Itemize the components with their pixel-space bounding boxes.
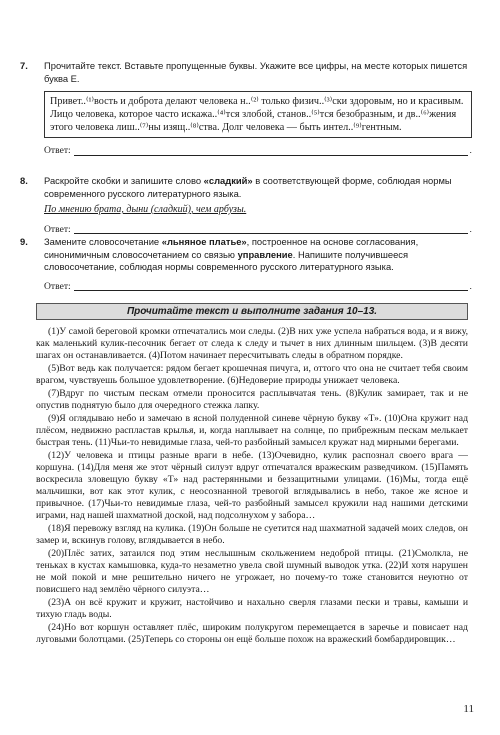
reading-text (36, 326, 468, 647)
task-instruction: Раскройте скобки и запишите слово «сладкий» в соответствующей форме, соблюдая нормы современного русского литературного языка. (44, 175, 452, 199)
answer-label: Ответ: (44, 280, 71, 292)
task-number: 7. (20, 60, 28, 71)
text-paragraph: (7)Вдруг по чистым пескам отмели проносится расплывчатая тень. (8)Кулик замирает, так и не опустив поднятую было для очередного стежка лапку. (36, 387, 468, 411)
answer-line[interactable]: Ответ: . (44, 223, 472, 235)
answer-label: Ответ: (44, 145, 71, 156)
text-paragraph: (23)А он всё кружит и кружит, настойчиво и нахально сверля глазами пески и травы, камыши и тихую гладь воды. (36, 596, 468, 621)
keyword: «льняное платье» (161, 236, 247, 247)
task-instruction: Прочитайте текст. Вставьте пропущенные буквы. Укажите все цифры, на месте которых пишется буква Е. (44, 60, 468, 84)
example-sentence: По мнению брата, дыни (сладкий), чем арбузы. (44, 204, 247, 215)
answer-line[interactable]: Ответ: . (44, 280, 472, 292)
answer-field[interactable] (74, 155, 469, 156)
keyword: управление (237, 248, 293, 260)
task-7 (20, 60, 472, 158)
task-number: 8. (20, 175, 28, 186)
text-paragraph: (18)Я перевожу взгляд на кулика. (19)Он больше не суетится над шахматной задачей моих следов, он замер и, вскинув голову, вглядывается в небо. (36, 523, 468, 547)
task-8 (20, 175, 472, 236)
text-paragraph: (1)У самой береговой кромки отпечатались мои следы. (2)В них уже успела набраться вода, и я вижу, как маленький кулик-песочник бегает от следа к следу и тычет в них длинным шильцем. (3)В десяти шагах он останавливается. (4)Потом начинает пересчитывать следы в обратном порядке. (36, 326, 468, 362)
answer-field[interactable] (74, 233, 469, 234)
task-number: 9. (20, 236, 28, 247)
text-paragraph: (12)У человека и птицы разные враги в небе. (13)Очевидно, кулик распознал своего врага — коршуна. (14)Для меня же этот чёрный силуэт вдруг отпечатался вражеским разведчиком. (15)Память воскресила зловещую букву «Т» над растерянными и беззащитными улицами. (16)Мы, тогда ещё мальчишки, вот как этот кулик, с неосознанной тревогой вглядывались в небо, такое же ясное и привычное. (17)Чьи-то невидимые глаза, чей-то разбойный замысел кружили над нашими детскими играми, над нашей шахматной доской, над подсолнухом у забора… (36, 449, 468, 522)
text-paragraph: (5)Вот ведь как получается: рядом бегает крошечная пичуга, и, оттого что она не считает тебя своим врагом, чувствуешь большое удовлетворение. (6)Недоверие природы унижает человека. (36, 362, 468, 387)
task-9 (20, 236, 472, 293)
section-banner: Прочитайте текст и выполните задания 10–13. (36, 303, 468, 320)
page-number: 11 (463, 703, 474, 715)
answer-line[interactable]: Ответ: . (44, 145, 472, 156)
answer-field[interactable] (74, 290, 469, 291)
text-paragraph: (9)Я оглядываю небо и замечаю в ясной полуденной синеве чёрную букву «Т». (10)Она кружит над плёсом, недвижно распластав крылья, и, когда наплывает на солнце, по прибрежным пескам мелькает быстрая тень. (11)Чьи-то невидимые глаза, чей-то разбойный замысел кружат над мирными берегами. (36, 412, 468, 448)
task-instruction: Замените словосочетание «льняное платье», построенное на основе согласования, синонимичным словосочетанием со связью управление. Напишите получившееся словосочетание, соблюдая нормы современного русского литературного языка. (44, 236, 419, 272)
keyword: «сладкий» (203, 175, 253, 186)
text-paragraph: (24)Но вот коршун оставляет плёс, широким полукругом перемещается в заречье и повисает над луговыми болотцами. (25)Теперь со стороны он ещё больше похож на вражеский бомбардировщик… (36, 621, 468, 645)
text-paragraph: (20)Плёс затих, затаился под этим неслышным скольжением недоброй птицы. (21)Смолкла, не теньках в кустах камышовка, куда-то незаметно увела свой шумный выводок утка. (22)И хотя нарушен не мой покой и мне решительно ничего не угрожает, но почему-то тоже становится неуютно от повисшего над землёю чёрного силуэта… (36, 547, 468, 596)
answer-label: Ответ: (44, 223, 71, 235)
text-box: Привет..⁽¹⁾вость и доброта делают человека н..⁽²⁾ только физич..⁽³⁾ски здоровым, но и красивым. Лицо человека, которое часто искажа..⁽⁴⁾тся злобой, станов..⁽⁵⁾тся безобразным, и дв..⁽⁶⁾жения этого человека лиш..⁽⁷⁾ны изящ..⁽⁸⁾ства. Долг человека — быть интел..⁽⁹⁾гентным. (44, 91, 472, 138)
